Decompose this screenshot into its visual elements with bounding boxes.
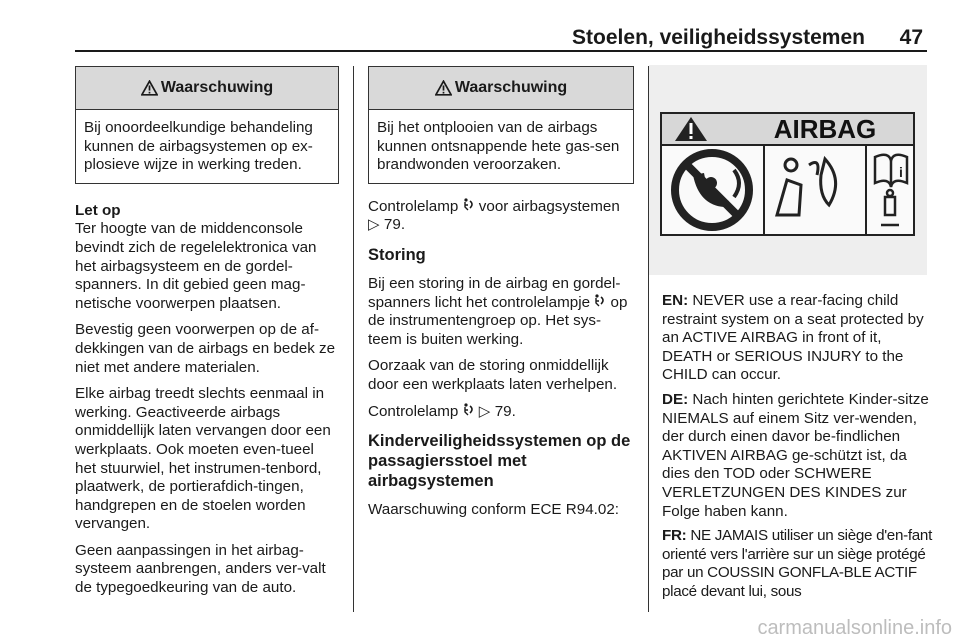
storing-paragraph: Bij een storing in de airbag en gordel-spanners licht het controlelampje op de instrumentengroep op. Het sys-teem is buiten werking.	[368, 274, 628, 348]
warning-header	[76, 67, 338, 110]
lamp-paragraph: Controlelamp ▷ 79.	[368, 402, 516, 420]
notice-de: DE: Nach hinten gerichtete Kinder-sitze NIEMALS auf einem Sitz ver-wenden, der durch einen davor be-findlichen AKTIVEN AIRBAG ge-schützt ist, da dies den TOD oder SCHWERE VERLETZUNGEN DES KINDES zur Folge haben kann.	[662, 390, 929, 520]
heading-storing: Storing	[368, 245, 426, 264]
page-header	[75, 26, 925, 52]
warning-text: Bij onoordeelkundige behandeling kunnen de airbagsystemen op ex-plosieve wijze in werking treden.	[84, 119, 313, 174]
warning-triangle-icon	[435, 80, 452, 96]
airbag-warning-label	[649, 65, 927, 275]
paragraph: Ter hoogte van de middenconsole bevindt zich de regelelektronica van het airbagsysteem en de gordel-spanners. In dit gebied geen mag-netische voorwerpen plaatsen.	[75, 220, 317, 312]
page-number: 47	[899, 26, 923, 49]
warning-title: Waarschuwing	[160, 78, 274, 96]
column-2	[368, 66, 634, 528]
note-heading: Let op	[75, 201, 121, 219]
paragraph: Waarschuwing conform ECE R94.02:	[368, 501, 619, 519]
page-reference-arrow-icon: ▷	[478, 402, 491, 420]
airbag-lamp-icon	[463, 198, 475, 211]
notice-fr: FR: NE JAMAIS utiliser un siège d'en-fant orienté vers l'arrière sur un siège protégé par un COUSSIN GONFLA-BLE ACTIF placé devant lui, sous	[662, 527, 932, 600]
page-reference-arrow-icon: ▷	[368, 216, 380, 234]
warning-title: Waarschuwing	[454, 78, 568, 96]
header-rule	[75, 50, 927, 52]
warning-box-1	[75, 66, 339, 184]
airbag-label-graphic	[649, 65, 927, 275]
warning-box-2	[368, 66, 634, 184]
paragraph: Elke airbag treedt slechts eenmaal in werking. Geactiveerde airbags onmiddellijk laten vervangen door een werkplaats. Ook moeten even-tueel het stuurwiel, het instrumen-tenbord, plaatwerk, de portierafdich-tingen, handgrepen en de stoelen worden vervangen.	[75, 385, 331, 533]
language-tag: DE:	[662, 390, 689, 408]
column-1	[75, 66, 339, 606]
svg-text:i: i	[899, 164, 903, 180]
airbag-label-text: AIRBAG	[773, 114, 877, 144]
language-tag: EN:	[662, 292, 689, 309]
column-3	[662, 292, 932, 608]
notice-en: EN: NEVER use a rear-facing child restraint system on a seat protected by an ACTIVE AIRBAG in front of it, DEATH or SERIOUS INJURY to the CHILD can occur.	[662, 292, 924, 384]
column-divider-1	[353, 66, 354, 612]
airbag-lamp-icon	[594, 294, 606, 307]
paragraph: Oorzaak van de storing onmiddellijk door een werkplaats laten verhelpen.	[368, 357, 618, 393]
page-reference[interactable]: 79.	[383, 216, 406, 234]
page-title: Stoelen, veiligheidssystemen	[572, 26, 865, 49]
paragraph: Bevestig geen voorwerpen op de af-dekkingen van de airbags en bedek ze niet met andere materialen.	[75, 321, 336, 376]
page-reference[interactable]: 79.	[494, 402, 516, 420]
warning-header	[369, 67, 633, 110]
watermark: carmanualsonline.info	[757, 617, 952, 639]
language-tag: FR:	[662, 527, 687, 545]
heading-child-seats: Kinderveiligheidssystemen op de passagiersstoel met airbagsystemen	[368, 432, 631, 491]
warning-triangle-icon	[141, 80, 158, 96]
warning-text: Bij het ontplooien van de airbags kunnen ontsnappende hete gas-sen brandwonden veroorzaken.	[377, 119, 620, 174]
airbag-lamp-icon	[463, 403, 475, 416]
paragraph: Geen aanpassingen in het airbag-systeem aanbrengen, anders ver-valt de typegoedkeuring van de auto.	[75, 541, 326, 597]
lamp-paragraph: Controlelamp voor airbagsystemen ▷ 79.	[368, 197, 620, 234]
note-section	[75, 202, 339, 598]
